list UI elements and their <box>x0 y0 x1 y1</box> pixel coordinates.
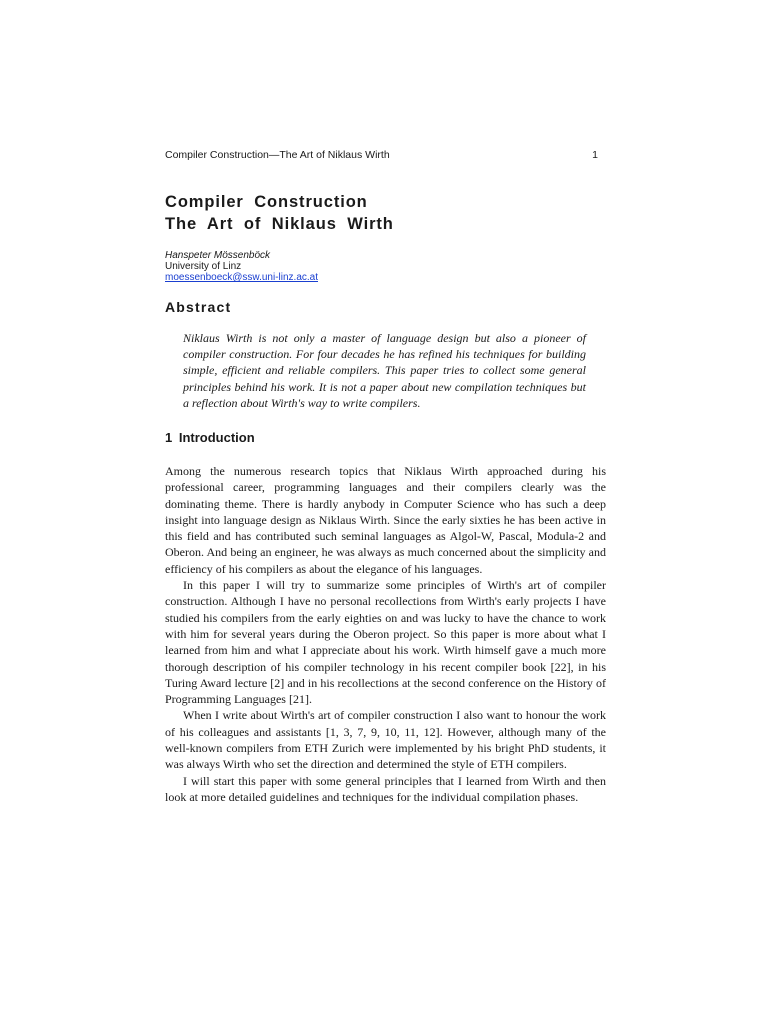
running-title: Compiler Construction—The Art of Niklaus Wirth <box>165 149 390 161</box>
abstract-heading: Abstract <box>165 299 232 315</box>
abstract-text: Niklaus Wirth is not only a master of language design but also a pioneer of compiler construction. For four decades he has refined his techniques for building simple, efficient and reliable compilers. This paper tries to collect some general principles behind his work. It is not a paper about new compilation techniques but a reflection about Wirth's way to write compilers. <box>183 331 586 410</box>
paragraph: When I write about Wirth's art of compiler construction I also want to honour the work of his colleagues and assistants [1, 3, 7, 9, 10, 11, 12]. However, although many of the well-known compilers from ETH Zurich were implemented by his bright PhD students, it was always Wirth who set the direction and determined the style of ETH compilers. <box>165 708 606 772</box>
paragraph: Among the numerous research topics that Niklaus Wirth approached during his professional career, programming languages and their compilers clearly was the dominating theme. There is hardly anybody in Computer Science who has such a deep insight into language design as Niklaus Wirth. Since the early sixties he has been active in this field and has contributed such seminal languages as Algol-W, Pascal, Modula-2 and Oberon. And being an engineer, he was always as much concerned about the simplicity and efficiency of his compilers as about the elegance of his languages. <box>165 464 606 576</box>
page-number: 1 <box>592 149 598 161</box>
author-affiliation: University of Linz <box>165 261 242 272</box>
author-email-link[interactable]: moessenboeck@ssw.uni-linz.ac.at <box>165 272 318 283</box>
author-block <box>165 250 318 283</box>
author-name: Hanspeter Mössenböck <box>165 250 271 261</box>
introduction-heading: 1 Introduction <box>165 430 255 445</box>
title-line-2: The Art of Niklaus Wirth <box>165 215 394 233</box>
running-header <box>165 149 606 162</box>
paragraph: In this paper I will try to summarize some principles of Wirth's art of compiler construction. Although I have no personal recollections from Wirth's early projects I have studied his compilers from the early eighties on and was lucky to have the chance to work with him for several years during the Oberon project. So this paper is more about what I learned from him and what I appreciate about his work. Wirth himself gave a much more thorough description of his compiler technology in his recent compiler book [22], in his Turing Award lecture [2] and in his recollections at the second conference on the History of Programming Languages [21]. <box>165 578 606 707</box>
title-line-1: Compiler Construction <box>165 193 368 211</box>
paper-page <box>165 0 606 1024</box>
introduction-body <box>165 463 606 805</box>
paper-title <box>165 191 394 235</box>
paragraph: I will start this paper with some general principles that I learned from Wirth and then look at more detailed guidelines and techniques for the individual compilation phases. <box>165 773 606 804</box>
